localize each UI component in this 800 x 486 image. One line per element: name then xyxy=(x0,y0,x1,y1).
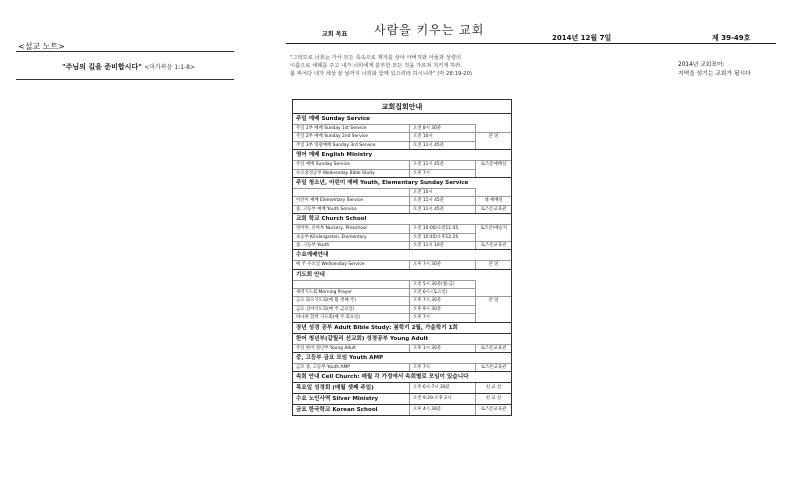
schedule-row xyxy=(293,296,511,304)
service-place: 본 당 xyxy=(475,132,511,140)
section-title: 속회 안내 Cell Church: 매월 각 가정에서 속회별로 모임이 있습니다 xyxy=(296,374,469,381)
service-time: 오후 9시 30분 xyxy=(409,305,475,313)
scripture-line: 이름으로 세례를 주고 내가 너희에게 분부한 모든 것을 가르쳐 지키게 하라. xyxy=(290,63,463,69)
schedule-section xyxy=(293,383,511,394)
service-place xyxy=(475,233,511,241)
sermon-divider-bottom xyxy=(16,79,234,80)
service-name: 금요 중, 고등부 Youth AMP xyxy=(293,363,409,371)
sermon-reference: <마가복음 1:1-8> xyxy=(144,64,196,71)
sermon-title xyxy=(62,62,195,72)
schedule-section xyxy=(293,178,511,214)
service-place xyxy=(475,288,511,296)
service-name: 영아부, 유아부 Nursery, Preschool xyxy=(293,224,409,232)
schedule-section xyxy=(293,114,511,150)
service-place xyxy=(475,124,511,132)
schedule-row xyxy=(293,188,511,196)
service-time: 오전 11시 10분 xyxy=(409,241,475,249)
service-name: 어린이 예배 Elementary Service xyxy=(293,196,409,204)
service-time: 오전 8시 30분 xyxy=(409,124,475,132)
schedule-row xyxy=(293,124,511,132)
service-name: 매 주 수요일 Wednesday Service xyxy=(293,260,409,268)
service-name: 주일 한어 청년부 Young Adult xyxy=(293,344,409,352)
service-time: 오후 7시 xyxy=(409,313,475,321)
section-title: 기도회 안내 xyxy=(296,271,325,278)
service-place: 로즈폰교육관 xyxy=(475,205,511,213)
schedule-row xyxy=(293,280,511,288)
service-place: 로즈폰교육관 xyxy=(475,405,511,415)
service-time: 오후 7시 30분 xyxy=(409,296,475,304)
service-time: 오전 6시 (토요일) xyxy=(409,288,475,296)
schedule-section xyxy=(293,214,511,250)
service-time: 오전 11시 45분 xyxy=(409,160,475,168)
service-time: 오전 10시 xyxy=(409,188,475,196)
section-title: 목요일 성경회 (매월 셋째 주일) xyxy=(296,385,374,392)
schedule-row xyxy=(293,344,511,352)
schedule-section xyxy=(293,270,511,323)
scripture-line: "그러므로 너희는 가서 모든 족속으로 제자를 삼아 아버지와 아들과 성령의 xyxy=(290,55,462,61)
schedule-row xyxy=(293,224,511,232)
service-time: 오후 6시-7시 30분 xyxy=(409,383,475,393)
schedule-row xyxy=(293,160,511,168)
section-title: 주일 예배 Sunday Service xyxy=(296,116,370,122)
yearly-motto-text: 지역을 섬기는 교회가 됩시다 xyxy=(678,71,751,77)
schedule-section xyxy=(293,353,511,372)
service-name: 중, 고등부 예배 Youth Service xyxy=(293,205,409,213)
section-title: 금요 한국학교 Korean School xyxy=(296,407,378,414)
service-name: 초등부 Kindergarten, Elementary xyxy=(293,233,409,241)
service-time: 오후 4시 30분 xyxy=(409,405,475,415)
schedule-row xyxy=(293,169,511,177)
sermon-title-text: "주님의 길을 준비합시다" xyxy=(62,63,142,71)
church-motto: 사람을 키우는 교회 xyxy=(374,23,485,37)
service-name: 중, 고등부 Youth xyxy=(293,241,409,249)
service-place: 친 교 실 xyxy=(475,383,511,393)
service-place: 로즈폰교육관 xyxy=(475,363,511,371)
service-place xyxy=(475,169,511,177)
service-time: 오전 5시 30분(월-금) xyxy=(409,280,475,288)
service-place xyxy=(475,280,511,288)
service-place xyxy=(475,141,511,149)
schedule-section xyxy=(293,405,511,415)
header-rule xyxy=(286,43,776,44)
bulletin-volume: 제 39-49호 xyxy=(712,34,751,42)
service-place: 로즈폰교육관 xyxy=(475,241,511,249)
service-time: 오후 7시 xyxy=(409,363,475,371)
schedule-body xyxy=(293,114,511,415)
schedule-row xyxy=(293,132,511,140)
section-title: 한어 청년부(갈릴리 선교회) 성경공부 Young Adult xyxy=(296,335,429,342)
church-goal-label: 교회 목표 xyxy=(322,31,348,38)
service-time: 오전 10시 xyxy=(409,132,475,140)
service-place: 대 예배실 xyxy=(475,196,511,204)
bulletin-date: 2014년 12월 7일 xyxy=(552,34,612,42)
service-name: 금요 심야기도회(매 주 금요일) xyxy=(293,305,409,313)
service-time: 오전 10:00/오전11:45 xyxy=(409,224,475,232)
service-place: 본 당 xyxy=(475,260,511,268)
service-place: 본 당 xyxy=(475,296,511,304)
service-time: 오전 11시 45분 xyxy=(409,141,475,149)
service-name: 새벽기도회 Morning Prayer xyxy=(293,288,409,296)
schedule-row xyxy=(293,260,511,268)
section-title: 주일 청소년, 어린이 예배 Youth, Elementary Sunday Service xyxy=(296,179,469,186)
schedule-section xyxy=(293,323,511,334)
service-name: 주일 예배 Sunday Service xyxy=(293,160,409,168)
schedule-section xyxy=(293,334,511,353)
service-time: 오전 11시 45분 xyxy=(409,205,475,213)
church-schedule-table xyxy=(292,99,512,416)
section-title: 영어 예배 English Ministry xyxy=(296,152,373,159)
schedule-row xyxy=(293,363,511,371)
service-place: 친 교 실 xyxy=(475,394,511,404)
schedule-row xyxy=(293,288,511,296)
service-place: 로즈폰/예술지 xyxy=(475,224,511,232)
schedule-row xyxy=(293,196,511,204)
service-place: 로즈폰예배실 xyxy=(475,160,511,168)
service-time: 오후 1시 30분 xyxy=(409,344,475,352)
schedule-row xyxy=(293,305,511,313)
schedule-section xyxy=(293,250,511,269)
sermon-note-label: <설교 노트> xyxy=(18,42,65,51)
service-name: 수요성경공부 Wednesday Bible Study xyxy=(293,169,409,177)
service-name xyxy=(293,280,409,288)
service-name xyxy=(293,188,409,196)
service-time: 오후 7시 xyxy=(409,169,475,177)
service-time: 오전 9:20-오후 2시 xyxy=(409,394,475,404)
service-place xyxy=(475,313,511,321)
service-place: 로즈폰교육관 xyxy=(475,344,511,352)
yearly-motto-label: 2014년 교회표어: xyxy=(678,62,725,68)
service-place xyxy=(475,305,511,313)
schedule-section xyxy=(293,394,511,405)
service-name: 주일 2부 예배 Sunday 2nd Service xyxy=(293,132,409,140)
schedule-row xyxy=(293,241,511,249)
service-name: 주일 3부 영광예배 Sunday 3rd Service xyxy=(293,141,409,149)
service-name: 금요 화요기도회(매 월 첫째 주) xyxy=(293,296,409,304)
schedule-row xyxy=(293,205,511,213)
service-name: 바나바 합력 기도회(매 주 화요일) xyxy=(293,313,409,321)
section-title: 장년 성경 공부 Adult Bible Study: 봄학기 2월, 가을학기 1회 xyxy=(296,324,458,331)
service-time: 오후 7시 30분 xyxy=(409,260,475,268)
schedule-row xyxy=(293,141,511,149)
schedule-row xyxy=(293,313,511,321)
service-name: 주일 1부 예배 Sunday 1st Service xyxy=(293,124,409,132)
sermon-divider xyxy=(16,51,234,52)
section-title: 수요 노인사역 Silver Ministry xyxy=(296,396,379,403)
service-time: 오전 11시 45분 xyxy=(409,196,475,204)
service-place xyxy=(475,188,511,196)
schedule-title: 교회집회안내 xyxy=(293,100,511,114)
schedule-row xyxy=(293,233,511,241)
section-title: 수요예배안내 xyxy=(296,252,329,259)
schedule-section xyxy=(293,372,511,383)
service-time: 오전 10:45/오후12:25 xyxy=(409,233,475,241)
scripture-line: 볼 찌어다 내가 세상 끝 날까지 너희와 함께 있으리라 하시니라" (마 28:19-20) xyxy=(290,71,473,77)
section-title: 교회 학교 Church School xyxy=(296,216,367,223)
section-title: 중, 고등부 금요 모임 Youth AMP xyxy=(296,355,384,362)
schedule-section xyxy=(293,150,511,178)
